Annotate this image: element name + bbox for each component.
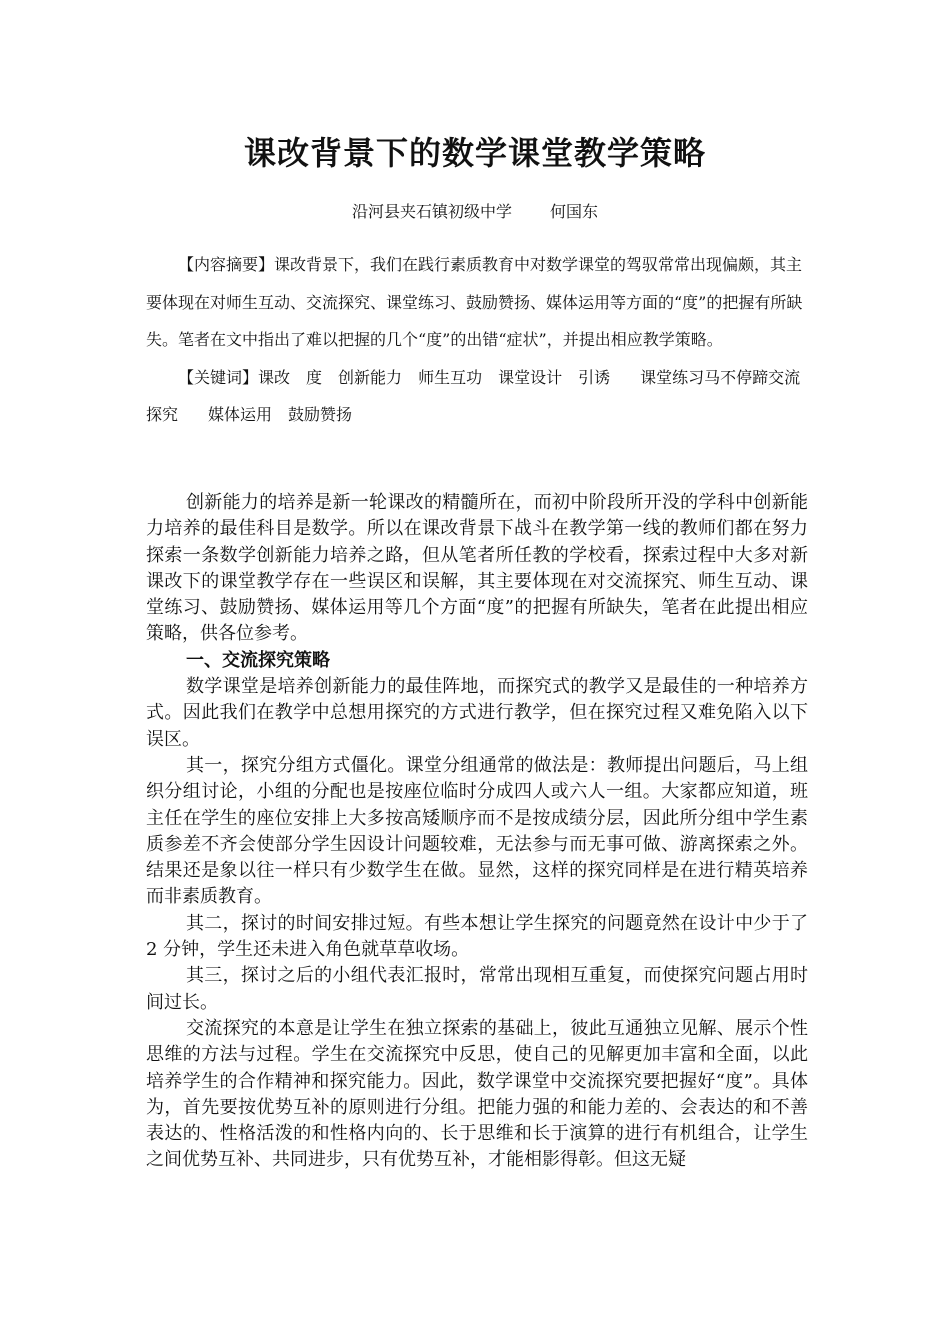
keyword: 媒体运用 (208, 405, 273, 424)
intro-paragraph: 创新能力的培养是新一轮课改的精髓所在，而初中阶段所开没的学科中创新能力培养的最佳科目是数学。所以在课改背景下战斗在教学第一线的教师们都在努力探索一条数学创新能力培养之路，但从笔者所任教的学校看，探索过程中大多对新课改下的课堂教学存在一些误区和误解，其主要体现在对交流探究、师生互动、课堂练习、鼓励赞扬、媒体运用等几个方面“度”的把握有所缺失，笔者在此提出相应策略，供各位参考。 (146, 492, 808, 645)
body-text (146, 490, 808, 1174)
keyword: 度 (306, 367, 323, 387)
section-paragraph: 数学课堂是培养创新能力的最佳阵地，而探究式的教学又是最佳的一种培养方式。因此我们在教学中总想用探究的方式进行教学，但在探究过程又难免陷入以下误区。 (146, 676, 808, 750)
keywords-label: 【关键词】 (178, 367, 259, 387)
author-line (0, 199, 950, 222)
section-paragraph: 其二，探讨的时间安排过短。有些本想让学生探究的问题竟然在设计中少于了 2 分钟，学生还未进入角色就草草收场。 (146, 912, 808, 961)
abstract-block (146, 246, 808, 434)
keyword: 引诱 (578, 367, 611, 387)
author-name: 何国东 (550, 202, 599, 221)
section-heading: 一、交流探究策略 (186, 649, 330, 671)
keyword: 课堂练习马不停蹄交流探究 (146, 367, 801, 424)
section-paragraph: 其三，探讨之后的小组代表汇报时，常常出现相互重复，而使探究问题占用时间过长。 (146, 965, 808, 1013)
keywords-line (146, 359, 808, 434)
keyword: 创新能力 (338, 367, 403, 387)
keyword: 师生互功 (418, 367, 483, 387)
author-school: 沿河县夹石镇初级中学 (351, 202, 512, 221)
keyword: 鼓励赞扬 (288, 405, 353, 424)
keyword: 课改 (258, 367, 291, 387)
document-title: 课改背景下的数学课堂教学策略 (243, 134, 706, 172)
keyword: 课堂设计 (498, 367, 563, 387)
section-paragraph: 交流探究的本意是让学生在独立探索的基础上，彼此互通独立见解、展示个性思维的方法与过程。学生在交流探究中反思，使自己的见解更加丰富和全面，以此培养学生的合作精神和探究能力。因此，数学课堂中交流探究要把握好“度”。具体为，首先要按优势互补的原则进行分组。把能力强的和能力差的、会表达的和不善表达的、性格活泼的和性格内向的、长于思维和长于演算的进行有机组合，让学生之间优势互补、共同进步，只有优势互补，才能相影得彰。但这无疑 (146, 1017, 808, 1171)
section-paragraph: 其一，探究分组方式僵化。课堂分组通常的做法是：教师提出问题后，马上组织分组讨论，小组的分配也是按座位临时分成四人或六人一组。大家都应知道，班主任在学生的座位安排上大多按高矮顺序而不是按成绩分层，因此所分组中学生素质参差不齐会使部分学生因设计问题较难，无法参与而无事可做、游离探索之外。结果还是象以往一样只有少数学生在做。显然，这样的探究同样是在进行精英培养而非素质教育。 (146, 754, 808, 908)
abstract-text: 【内容摘要】课改背景下，我们在践行素质教育中对数学课堂的驾驭常常出现偏颇，其主要体现在对师生互动、交流探究、课堂练习、鼓励赞扬、媒体运用等方面的“度”的把握有所缺失。笔者在文中指出了难以把握的几个“度”的出错“症状”，并提出相应教学策略。 (146, 255, 803, 349)
